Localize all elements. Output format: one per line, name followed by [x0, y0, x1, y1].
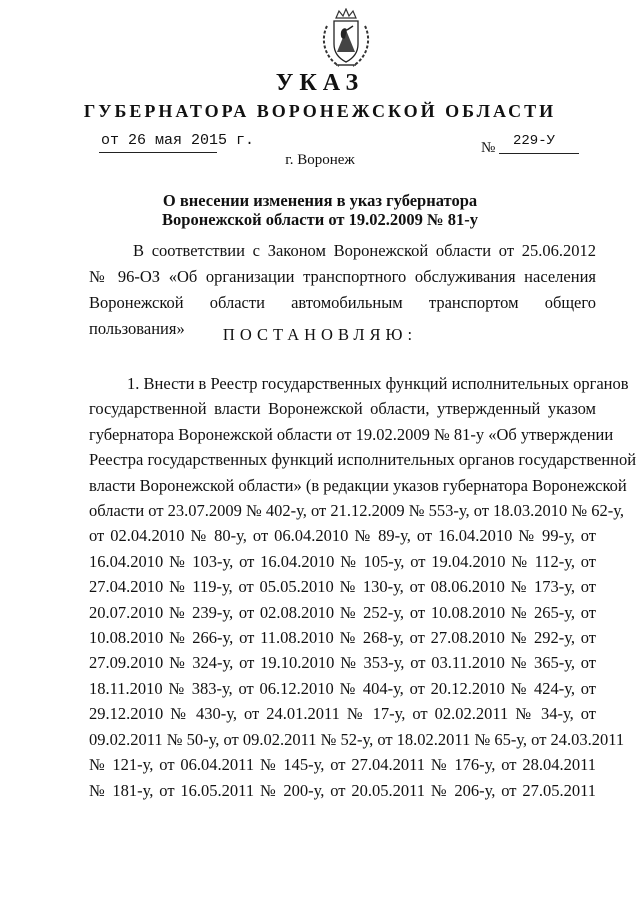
- decree-number: 229-У: [513, 133, 556, 149]
- body-paragraph: [89, 371, 637, 803]
- body-line: 29.12.2010 № 430-у, от 24.01.2011 № 17-у, от 02.02.2011 № 34-у, от: [89, 704, 596, 724]
- body-line: губернатора Воронежской области от 19.02.2009 № 81-у «Об утверждении: [89, 424, 614, 444]
- body-line: власти Воронежской области» (в редакции указов губернатора Воронежской: [89, 475, 627, 495]
- body-line: 16.04.2010 № 103-у, от 16.04.2010 № 105-у, от 19.04.2010 № 112-у, от: [89, 551, 596, 571]
- city-name: г. Воронеж: [285, 152, 355, 168]
- date-value: 26 мая 2015 г.: [128, 132, 255, 149]
- decree-heading: [0, 191, 640, 229]
- decree-word: ПОСТАНОВЛЯЮ:: [222, 325, 418, 344]
- heading-line: О внесении изменения в указ губернатора: [162, 191, 478, 210]
- body-line: области от 23.07.2009 № 402-у, от 21.12.2009 № 553-у, от 18.03.2010 № 62-у,: [89, 501, 625, 521]
- body-line: № 181-у, от 16.05.2011 № 200-у, от 20.05.2011 № 206-у, от 27.05.2011: [89, 780, 596, 800]
- document-subtitle: ГУБЕРНАТОРА ВОРОНЕЖСКОЙ ОБЛАСТИ: [83, 101, 557, 121]
- preamble-line: Воронежской области автомобильным транспортом общего пользования»: [89, 293, 596, 338]
- preamble-line: В соответствии с Законом Воронежской области от 25.06.2012: [133, 241, 596, 260]
- body-line: 10.08.2010 № 266-у, от 11.08.2010 № 268-у, от 27.08.2010 № 292-у, от: [89, 628, 596, 648]
- body-line: 20.07.2010 № 239-у, от 02.08.2010 № 252-у, от 10.08.2010 № 265-у, от: [89, 602, 596, 622]
- coat-of-arms-icon: [319, 8, 373, 70]
- body-line: 27.09.2010 № 324-у, от 19.10.2010 № 353-у, от 03.11.2010 № 365-у, от: [89, 653, 596, 673]
- number-sign: №: [481, 140, 496, 156]
- decree-date: [101, 132, 254, 149]
- body-line: 27.04.2010 № 119-у, от 05.05.2010 № 130-у, от 08.06.2010 № 173-у, от: [89, 577, 596, 597]
- body-line: Реестра государственных функций исполнительных органов государственной: [89, 450, 637, 470]
- body-line: от 02.04.2010 № 80-у, от 06.04.2010 № 89-у, от 16.04.2010 № 99-у, от: [89, 526, 596, 546]
- body-line: 1. Внести в Реестр государственных функций исполнительных органов: [127, 374, 629, 393]
- body-line: № 121-у, от 06.04.2011 № 145-у, от 27.04.2011 № 176-у, от 28.04.2011: [89, 755, 596, 775]
- document-title: УКАЗ: [275, 70, 365, 96]
- date-prefix: от: [101, 132, 120, 149]
- heading-line: Воронежской области от 19.02.2009 № 81-у: [162, 210, 478, 229]
- preamble-line: № 96-ОЗ «Об организации транспортного обслуживания населения: [89, 267, 596, 286]
- body-line: государственной власти Воронежской области, утвержденный указом: [89, 399, 596, 419]
- body-line: 09.02.2011 № 50-у, от 09.02.2011 № 52-у, от 18.02.2011 № 65-у, от 24.03.2011: [89, 729, 625, 749]
- body-line: 18.11.2010 № 383-у, от 06.12.2010 № 404-у, от 20.12.2010 № 424-у, от: [89, 678, 596, 698]
